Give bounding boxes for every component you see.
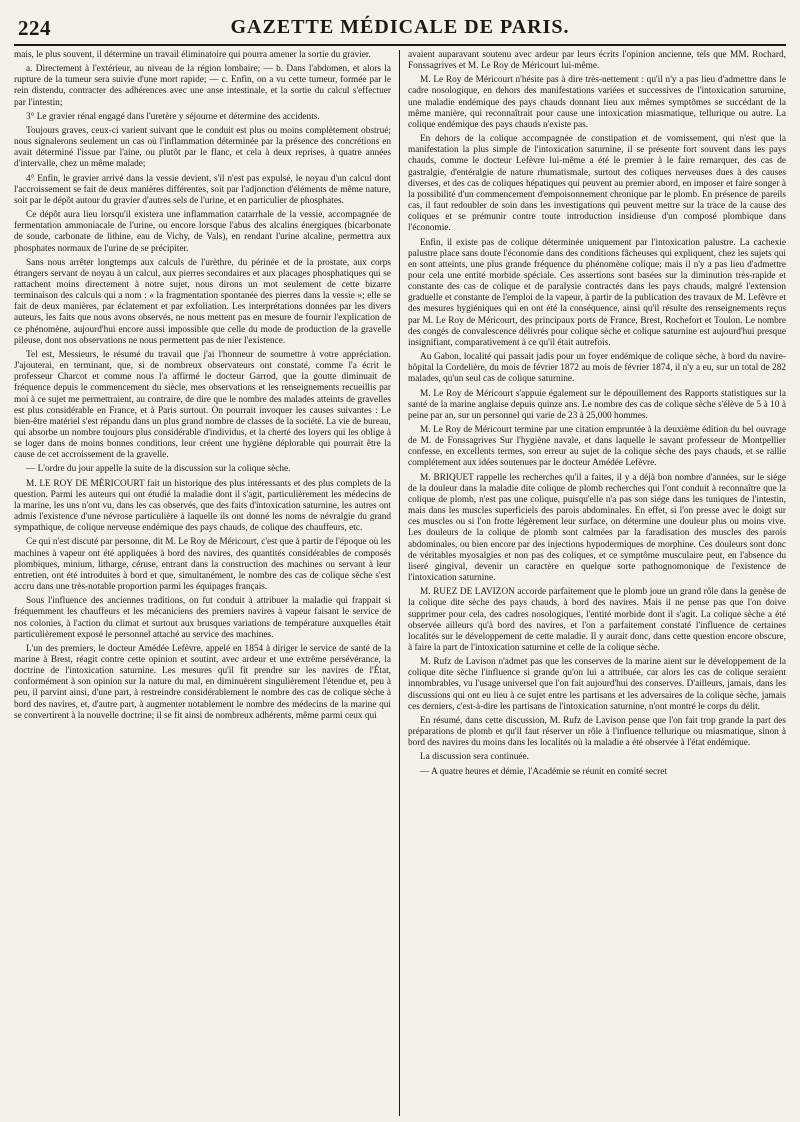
page-header	[14, 10, 786, 46]
paragraph: M. Le Roy de Méricourt n'hésite pas à dire très-nettement : qu'il n'y a pas lieu d'admettre dans le cadre nosologique, en dehors des manifestations variées et successives de l'intoxication saturnine, une maladie endémique des pays chauds donnant lieu aux mêmes symptômes se succédant de la même manière, qui reconnaîtrait pour cause une intoxication miasmatique, tellurique ou autre. La colique endémique des pays chauds n'existe pas.	[408, 75, 786, 130]
paragraph: La discussion sera continuée.	[420, 752, 529, 763]
paragraph: — L'ordre du jour appelle la suite de la discussion sur la colique sèche.	[26, 464, 291, 475]
paragraph: Ce qui n'est discuté par personne, dit M. Le Roy de Méricourt, c'est que à partir de l'époque où les machines à vapeur ont été appliquées à bord des navires, des quantités considérables de composés plombiques, minium, litharge, céruse, entrant dans la construction des machines ou servant à leur entretien, ont été introduites à bord et que, simultanément, le nombre des cas de colique sèche s'est accru dans une très-notable proportion parmi les équipages français.	[14, 537, 391, 593]
paragraph: Tel est, Messieurs, le résumé du travail que j'ai l'honneur de soumettre à votre appréciation. J'ajouterai, en terminant, que, si de nombreux observateurs ont constaté, comme l'a écrit le professeur Charcot et comme nous l'a affirmé le docteur Garrod, que la goutte diminuait de fréquence depuis le commencement du siècle, mes observations et les renseignements recueillis par moi à ce sujet me permettraient, au contraire, de dire que le nombre des malades atteints de gravelles est plus considérable en France, et à Paris surtout. On pourrait invoquer les causes suivantes : Le bien-être matériel s'est répandu dans un plus grand nombre de classes de la société. La vie de bureau, qui absorbe un nombre toujours plus considérable d'individus, et la cherté des loyers qui les oblige à se loger dans de moins bonnes conditions, leur créent une hygiène déplorable qui pourrait être la cause de cet accroissement de la gravelle.	[14, 349, 391, 461]
right-column	[400, 50, 786, 1116]
paragraph: 3° Le gravier rénal engagé dans l'uretère y séjourne et détermine des accidents.	[26, 111, 320, 122]
paragraph: Ce dépôt aura lieu lorsqu'il existera une inflammation catarrhale de la vessie, accompagnée de fermentation ammoniacale de l'urine, ou encore lorsque l'abus des alcalins énergiques (bicarbonate de soude, carbonate de lithine, eau de Vichy, de Vals), en rendant l'urine alcaline, permettra aux phosphates normaux de l'urine de se précipiter.	[14, 210, 391, 254]
paragraph: Sous l'influence des anciennes traditions, on fut conduit à attribuer la maladie qui frappait si fréquemment les chauffeurs et les mécaniciens des premiers navires à vapeur faisant le service de nos colonies, à l'action du climat et surtout aux brusques variations de température auxquelles était particulièrement exposé le personnel attaché au service des machines.	[14, 596, 391, 640]
paragraph: M. Rufz de Lavison n'admet pas que les conserves de la marine aient sur le développement de la colique dite sèche l'influence si grande qu'on lui a attribuée, car alors les cas de colique seraient innombrables, vu l'usage universel que l'on fait aujourd'hui des conserves. D'ailleurs, jamais, dans les discussions qui ont eu lieu à ce sujet entre les partisans et les adversaires de la colique sèche, jamais ces derniers, c'est-à-dire les partisans de l'intoxication saturnine, n'ont montré le corps du délit.	[408, 657, 786, 712]
journal-title: GAZETTE MÉDICALE DE PARIS.	[230, 16, 570, 38]
paragraph: 4° Enfin, le gravier arrivé dans la vessie devient, s'il n'est pas expulsé, le noyau d'un calcul dont l'accroissement se fait de deux manières différentes, soit par l'adjonction d'éléments de même nature, soit par le dépôt autour du gravier d'autres sels de l'urine, et en particulier de phosphates.	[14, 173, 391, 206]
paragraph: M. Le Roy de Méricourt termine par une citation empruntée à la deuxième édition du bel ouvrage de M. de Fonssagrives Sur l'hygiène navale, et dans laquelle le savant professeur de Montpellier confesse, en excellents termes, son erreur au sujet de la colique sèche des pays chauds, et se rallie complétement aux idées soutenues par le docteur Amédée Lefèvre.	[408, 425, 786, 469]
paragraph: En résumé, dans cette discussion, M. Rufz de Lavison pense que l'on fait trop grande la part des préparations de plomb et qu'il faut réserver un rôle à l'influence tellurique ou miasmatique, sinon à bord des navires du moins dans les localités où la maladie a été observée à l'état endémique.	[408, 715, 786, 749]
paragraph: Enfin, il existe pas de colique déterminée uniquement par l'intoxication palustre. La cachexie palustre place sans doute l'économie dans des conditions fâcheuses qui expliquent, chez les sujets qui en sont atteints, une plus grande fréquence du phénomène colique; mais il n'y a pas lieu d'admettre pour cela une entité morbide spéciale. Ces assertions sont basées sur la diminution très-rapide et constante des cas de colique et de paralysie contractés dans les pays chauds, malgré l'extension graduelle et constante de l'emploi de la vapeur, à partir de la publication des travaux de M. Lefèvre et des mesures hygiéniques qui en ont été la conséquence, ainsi qu'il résulte des renseignements reçus par M. Le Roy de Méricourt, des principaux ports de France, Brest, Rochefort et Toulon. Le nombre des congés de convalescence délivrés pour colique sèche et colique saturnine est aujourd'hui presque insignifiant, comparativement à ce qu'il était autrefois.	[408, 237, 786, 348]
text-columns	[14, 50, 786, 1116]
paragraph: — A quatre heures et démie, l'Académie se réunit en comité secret	[420, 766, 667, 777]
paragraph: Au Gabon, localité qui passait jadis pour un foyer endémique de colique sèche, à bord du navire-hôpital la Cordelière, du mois de février 1872 au mois de février 1874, il n'y a eu, sur un total de 282 malades, qu'un seul cas de colique saturnine.	[408, 352, 786, 385]
paragraph: L'un des premiers, le docteur Amédée Lefèvre, appelé en 1854 à diriger le service de santé de la marine à Brest, réagit contre cette opinion et soutint, avec ardeur et une extrême persévérance, la doctrine de l'intoxication saturnine. Les mesures qu'il fit prendre sur les navires de l'État, conformément à son opinion sur la nature du mal, en diminuèrent singulièrement l'étendue et, peu à peu, il parvint ainsi, d'une part, à restreindre considérablement le nombre des cas de colique sèche à bord des navires, et, d'autre part, à augmenter notablement le nombre des médecins de la marine qui se convertirent à la nouvelle doctrine; il se fit ainsi de nombreux adhérents, même parmi ceux qui	[14, 643, 391, 721]
paragraph: Toujours graves, ceux-ci varient suivant que le conduit est plus ou moins complètement obstrué; nous signalerons seulement un cas où l'inflammation déterminée par la présence des concrétions en avait déterminé l'issue par l'aine, ou plutôt par le flanc, et cela à deux reprises, à quatre années d'intervalle, chez un même malade;	[14, 125, 391, 170]
paragraph: mais, le plus souvent, il détermine un travail éliminatoire qui pourra amener la sortie du gravier.	[14, 50, 371, 60]
paragraph: avaient auparavant soutenu avec ardeur par leurs écrits l'opinion ancienne, tels que MM. Rochard, Fonssagrives et M. Le Roy de Méricourt lui-même.	[408, 50, 786, 72]
paragraph: M. LE ROY DE MÉRICOURT fait un historique des plus intéressants et des plus complets de la question. Parmi les auteurs qui ont étudié la maladie dont il s'agit, particulièrement les médecins de la marine, les uns n'ont vu, dans les cas observés, que des faits d'intoxication saturnine, les autres ont admis l'existence d'une névrose particulière à laquelle ils ont donné les noms de névralgie du grand sympathique, de colique nerveuse endémique des pays chauds, de colique des chauffeurs, etc.	[14, 478, 391, 534]
paragraph: M. Le Roy de Méricourt s'appuie également sur le dépouillement des Rapports statistiques sur la santé de la marine anglaise depuis quinze ans. Le nombre des cas de colique sèche s'élève de 5 à 10 à peine par an, sur un personnel qui varie de 23 à 25,000 hommes.	[408, 388, 786, 421]
paragraph: M. RUEZ DE LAVIZON accorde parfaitement que le plomb joue un grand rôle dans la genèse de la colique dite sèche des pays chauds, à bord des navires. Mais il ne pense pas que l'on doive supprimer pour cela, des cadres nosologiques, l'entité morbide dont il s'agit. La colique sèche a été observée ailleurs qu'à bord des navires, et l'on a parfaitement constaté l'influence de certaines localités sur le développement de cette maladie. Il y aurait donc, dans cette question encore obscure, à faire la part de l'intoxication saturnine et celle de la colique sèche.	[408, 587, 786, 653]
paragraph: M. BRIQUET rappelle les recherches qu'il a faites, il y a déjà bon nombre d'années, sur le siége de la douleur dans la maladie dite colique de plomb recherches qui l'ont conduit à reconnaître que la colique de plomb, n'est pas une colique, puisqu'elle n'a pas son siége dans les tuniques de l'intestin, mais dans les muscles superficiels des parois abdominales. En effet, si l'on presse avec le doigt sur ces muscles ou si l'on frotte légèrement leur surface, on détermine une douleur plus ou moins vive. Les douleurs de la colique de plomb sont calmées par la faradisation des muscles des parois abdominales, ou bien encore par des injections hypodermiques de morphine. Ces douleurs sont donc de véritables myosalgies et non pas des coliques, et ce symptôme musculaire peut, en l'absence du liseré gingival, devenir un caractère en quelque sorte pathognomonique de l'existence de l'intoxication saturnine.	[408, 472, 786, 584]
paragraph: Sans nous arrêter longtemps aux calculs de l'urèthre, du périnée et de la prostate, aux corps étrangers servant de noyau à un calcul, aux pierres secondaires et aux placages phosphatiques qui se rattachent moins directement à notre sujet, nous dirons un mot seulement de cette bizarre terminaison des calculs qui a nom : « la fragmentation spontanée des pierres dans la vessie »; elle se fait de deux manières, par éclatement et par exfoliation. Les interprétations données par les divers auteurs, les faits que nous avons observés, ne nous mettent pas en mesure de fournir l'explication de ce phénomène, aujourd'hui encore aussi impossible que celle du mode de production de la gravelle pileuse, dont nos observations ne nous permettent pas de nier l'existence.	[14, 257, 391, 346]
left-column	[14, 50, 400, 1116]
page-number: 224	[18, 16, 51, 40]
paragraph: a. Directement à l'extérieur, au niveau de la région lombaire; — b. Dans l'abdomen, et alors la rupture de la tumeur sera suivie d'une mort rapide; — c. Enfin, on a vu cette tumeur, formée par le rein distendu, contracter des adhérences avec une anse intestinale, et la sortie du calcul s'effectuer par l'intestin;	[14, 64, 391, 108]
paragraph: En dehors de la colique accompagnée de constipation et de vomissement, qui n'est que la manifestation la plus simple de l'intoxication saturnine, il se présente fort souvent dans les pays chauds, comme le docteur Lefèvre lui-même a été le premier à le faire remarquer, des cas de gastralgie, d'entéralgie de nature rhumatismale, surtout des coliques nerveuses dues à des causes diverses, et des cas de coliques hépatiques qui peuvent au premier abord, en imposer et faire songer à la possibilité d'un commencement d'empoisonnement chronique par le plomb. En présence de pareils cas, il faut redoubler de soin dans les investigations qui peuvent mettre sur la trace de la cause des coliques et se prémunir contre toute introduction insidieuse d'un composé plombique dans l'économie.	[408, 134, 786, 234]
